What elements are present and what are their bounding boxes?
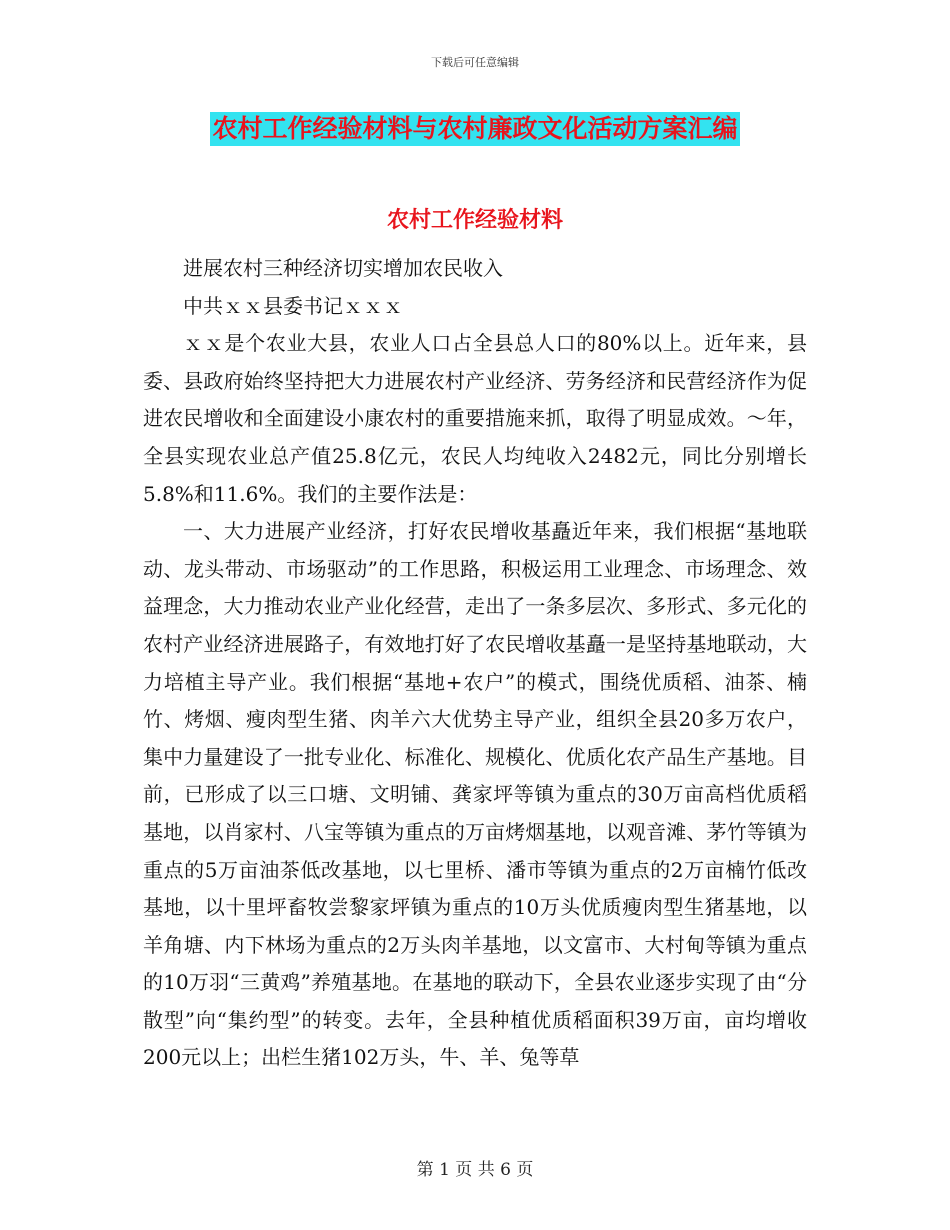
page-footer: 第 1 页 共 6 页 — [416, 1160, 534, 1180]
paragraph-author: 中共ｘｘ县委书记ｘｘｘ — [183, 293, 403, 318]
paragraph-section-one: 一、大力进展产业经济，打好农民增收基矗近年来，我们根据“基地联动、龙头带动、市场驱动”的工作思路，积极运用工业理念、市场理念、效益理念，大力推动农业产业化经营，走出了一条多层次、多形式、多元化的农村产业经济进展路子，有效地打好了农民增收基矗一是坚持基地联动，大力培植主导产业。我们根据“基地+农户”的模式，围绕优质稻、油茶、楠竹、烤烟、瘦肉型生猪、肉羊六大优势主导产业，组织全县20多万农户，集中力量建设了一批专业化、标准化、规模化、优质化农产品生产基地。目前，已形成了以三口塘、文明铺、龚家坪等镇为重点的30万亩高档优质稻基地，以肖家村、八宝等镇为重点的万亩烤烟基地，以观音滩、茅竹等镇为重点的5万亩油茶低改基地，以七里桥、潘市等镇为重点的2万亩楠竹低改基地，以十里坪畜牧尝黎家坪镇为重点的10万头优质瘦肉型生猪基地，以羊角塘、内下林场为重点的2万头肉羊基地，以文富市、大村甸等镇为重点的10万羽“三黄鸡”养殖基地。在基地的联动下，全县农业逐步实现了由“分散型”向“集约型”的转变。去年，全县种植优质稻面积39万亩，亩均增收200元以上；出栏生猪102万头，牛、羊、兔等草 — [143, 519, 807, 1070]
paragraph-intro: ｘｘ是个农业大县，农业人口占全县总人口的80%以上。近年来，县委、县政府始终坚持把大力进展农村产业经济、劳务经济和民营经济作为促进农民增收和全面建设小康农村的重要措施来抓，取得了明显成效。～年，全县实现农业总产值25.8亿元，农民人均纯收入2482元，同比分别增长5.8%和11.6%。我们的主要作法是： — [143, 331, 807, 506]
main-title: 农村工作经验材料与农村廉政文化活动方案汇编 — [210, 112, 739, 146]
paragraph-subject: 进展农村三种经济切实增加农民收入 — [183, 256, 503, 280]
main-title-container — [0, 112, 950, 146]
header-note: 下载后可任意编辑 — [431, 56, 519, 69]
section-title: 农村工作经验材料 — [386, 208, 563, 233]
document-body — [143, 250, 807, 1077]
